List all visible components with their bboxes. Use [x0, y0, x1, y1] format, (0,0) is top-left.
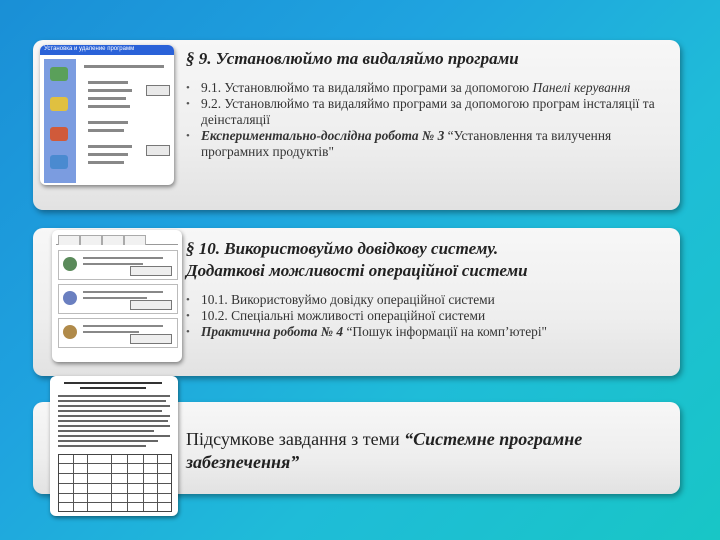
text-line — [88, 153, 128, 156]
list-item: • 9.1. Установлюймо та видаляймо програми за допомогою Панелі керування — [186, 80, 631, 95]
bullet-marker: • — [186, 310, 190, 322]
settings-button[interactable] — [130, 334, 172, 344]
text-line — [58, 400, 166, 402]
list-item: • 10.1. Використовуймо довідку операційної системи — [186, 292, 495, 307]
text-line — [88, 129, 124, 132]
add-remove-programs-screenshot — [40, 45, 174, 185]
filter-keys-icon — [63, 291, 77, 305]
bullet-marker: • — [186, 98, 190, 110]
document-title-line — [64, 382, 162, 384]
text-line — [88, 105, 130, 108]
text-line — [58, 440, 158, 442]
text-line — [58, 435, 170, 437]
text-line — [83, 291, 163, 293]
tab[interactable] — [80, 235, 102, 245]
text-line — [88, 121, 128, 124]
install-programs-icon — [50, 97, 68, 111]
window-title: Установка и удаление программ — [44, 46, 135, 52]
option-group — [58, 318, 178, 348]
text-line — [58, 425, 170, 427]
window-title-bar — [40, 45, 174, 55]
list-item: • 10.2. Спеціальні можливості операційної системи — [186, 308, 486, 323]
section-9-heading: § 9. Установлюймо та видаляймо програми — [186, 49, 519, 68]
dialog-button[interactable] — [146, 145, 170, 156]
accessibility-options-screenshot — [52, 230, 182, 362]
tab[interactable] — [58, 235, 80, 245]
windows-components-icon — [50, 127, 68, 141]
section-9-bullets — [186, 80, 672, 160]
text-line — [58, 410, 162, 412]
bullet-marker: • — [186, 294, 190, 306]
list-item: • Практична робота № 4 “Пошук інформації на комп’ютері" — [186, 324, 548, 339]
toggle-keys-icon — [63, 325, 77, 339]
tab[interactable] — [124, 235, 146, 245]
text-line — [58, 395, 170, 397]
option-group — [58, 250, 178, 280]
table-gridline — [59, 463, 171, 464]
bullet-marker: • — [186, 326, 190, 338]
section-10-heading-line2: Додаткові можливості операційної системи — [186, 261, 528, 280]
settings-button[interactable] — [130, 300, 172, 310]
tab-strip — [56, 235, 178, 245]
document-table — [58, 454, 172, 512]
table-gridline — [59, 473, 171, 474]
text-line — [58, 415, 170, 417]
change-programs-icon — [50, 67, 68, 81]
text-line — [83, 263, 143, 265]
final-task-lead: Підсумкове завдання з теми — [186, 429, 405, 449]
table-gridline — [59, 483, 171, 484]
text-line — [84, 65, 164, 68]
text-line — [58, 405, 170, 407]
table-gridline — [59, 502, 171, 503]
section-10-heading-line1: § 10. Використовуймо довідкову систему. — [186, 239, 499, 258]
final-task-title: “Системне програмне забезпечення” — [186, 429, 583, 472]
text-line — [83, 257, 163, 259]
text-line — [88, 81, 128, 84]
settings-button[interactable] — [130, 266, 172, 276]
text-line — [88, 161, 124, 164]
text-line — [83, 331, 139, 333]
bullet-marker: • — [186, 130, 190, 142]
text-line — [58, 420, 168, 422]
program-defaults-icon — [50, 155, 68, 169]
section-10-bullets — [186, 292, 672, 340]
text-line — [58, 430, 154, 432]
table-gridline — [59, 493, 171, 494]
keyboard-icon — [63, 257, 77, 271]
text-line — [83, 325, 163, 327]
text-line — [88, 97, 126, 100]
text-line — [88, 89, 132, 92]
dialog-button[interactable] — [146, 85, 170, 96]
bullet-marker: • — [186, 82, 190, 94]
list-item: • Експериментально-дослідна робота № 3 “Установлення та вилучення програмних продуктів" — [186, 128, 612, 159]
final-task-text — [186, 428, 676, 474]
assignment-document-screenshot — [50, 376, 178, 516]
text-line — [83, 297, 147, 299]
document-title-line — [80, 387, 146, 389]
tab[interactable] — [102, 235, 124, 245]
list-item: • 9.2. Установлюймо та видаляймо програми за допомогою програм інсталяції та деінсталяції — [186, 96, 655, 127]
text-line — [88, 145, 132, 148]
text-line — [58, 445, 146, 447]
option-group — [58, 284, 178, 314]
